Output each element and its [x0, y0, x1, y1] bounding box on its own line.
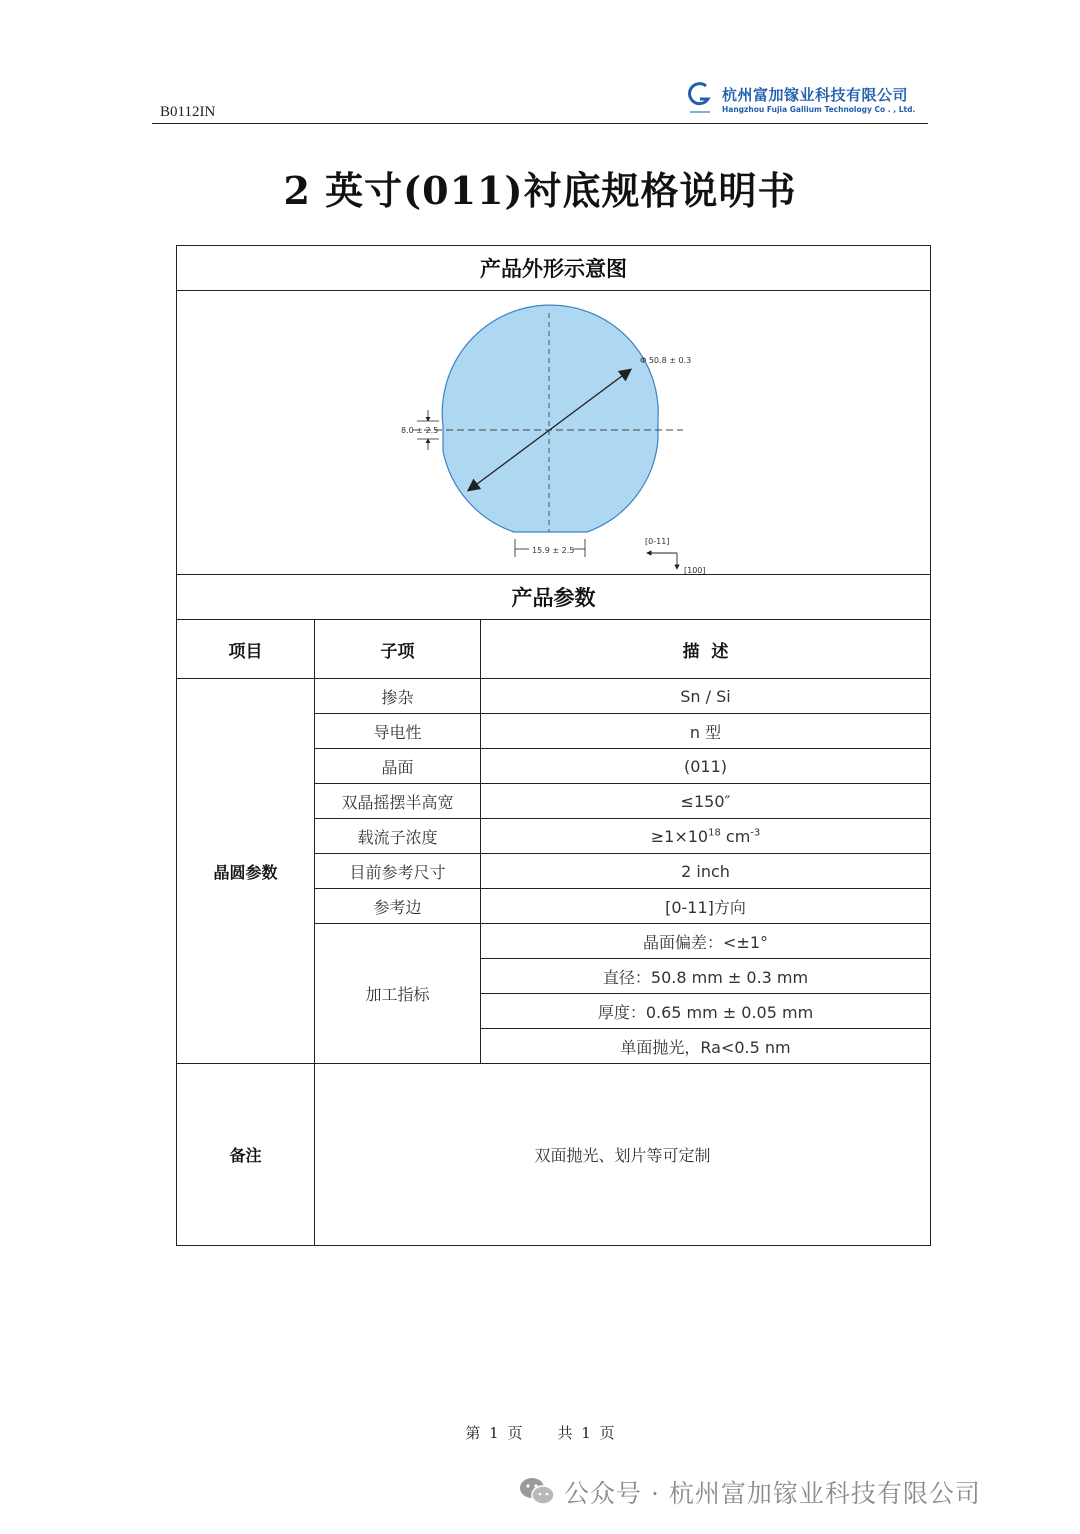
company-name-en: Hangzhou Fujia Gallium Technology Co . , Ltd. — [722, 105, 916, 114]
desc-orientation: (011) — [481, 749, 931, 784]
side-label: 8.0 ± 2.5 — [401, 426, 439, 435]
company-logo — [686, 82, 916, 118]
sub-item-orientation: 晶面 — [315, 749, 481, 784]
wafer-shape — [442, 305, 658, 532]
desc-conductivity: n 型 — [481, 714, 931, 749]
desc-misorientation: 晶面偏差：<±1° — [481, 924, 931, 959]
table-row — [177, 679, 931, 714]
sub-item-carrier-concentration: 载流子浓度 — [315, 819, 481, 854]
watermark — [518, 1472, 1058, 1512]
watermark-text: 公众号 · 杭州富加镓业科技有限公司 — [564, 1479, 981, 1508]
company-logo-icon — [686, 82, 714, 116]
page-number: 第 1 页 共 1 页 — [465, 1424, 615, 1442]
sub-item-doping: 掺杂 — [315, 679, 481, 714]
document-title: 2 英寸(011)衬底规格说明书 — [283, 168, 797, 213]
wafer-diagram — [177, 291, 929, 574]
diameter-label: Φ 50.8 ± 0.3 — [640, 356, 692, 365]
sub-item-conductivity: 导电性 — [315, 714, 481, 749]
desc-diameter: 直径：50.8 mm ± 0.3 mm — [481, 959, 931, 994]
sub-item-reference-flat: 参考边 — [315, 889, 481, 924]
remark-text: 双面抛光、划片等可定制 — [315, 1064, 931, 1246]
desc-reference-flat: [0-11]方向 — [481, 889, 931, 924]
company-name-cn: 杭州富加镓业科技有限公司 — [722, 86, 909, 104]
diagram-heading: 产品外形示意图 — [177, 246, 931, 291]
spec-table — [176, 245, 931, 1246]
sub-item-processing: 加工指标 — [315, 924, 481, 1064]
desc-carrier-concentration: $\ge 1\times 10^{18}$ $cm^{-3}$ — [481, 819, 931, 854]
column-header-sub: 子项 — [315, 620, 481, 679]
desc-doping: Sn / Si — [481, 679, 931, 714]
header-divider — [152, 123, 928, 124]
sub-item-size: 目前参考尺寸 — [315, 854, 481, 889]
params-heading: 产品参数 — [177, 575, 931, 620]
wechat-icon — [518, 1476, 556, 1506]
wafer-diagram-cell — [177, 291, 931, 575]
wafer-params-label: 晶圆参数 — [177, 679, 315, 1064]
direction-label-0-11: [0-11] — [645, 537, 670, 546]
column-header-desc: 描 述 — [481, 620, 931, 679]
table-row — [177, 1064, 931, 1246]
document-code: B0112IN — [160, 104, 216, 120]
direction-label-100: [100] — [684, 566, 706, 574]
remark-label: 备注 — [177, 1064, 315, 1246]
desc-size: 2 inch — [481, 854, 931, 889]
desc-fwhm: ≤150″ — [481, 784, 931, 819]
sub-item-fwhm: 双晶摇摆半高宽 — [315, 784, 481, 819]
flat-label: 15.9 ± 2.5 — [532, 546, 575, 555]
desc-thickness: 厚度：0.65 mm ± 0.05 mm — [481, 994, 931, 1029]
desc-polish: 单面抛光，Ra<0.5 nm — [481, 1029, 931, 1064]
column-header-item: 项目 — [177, 620, 315, 679]
